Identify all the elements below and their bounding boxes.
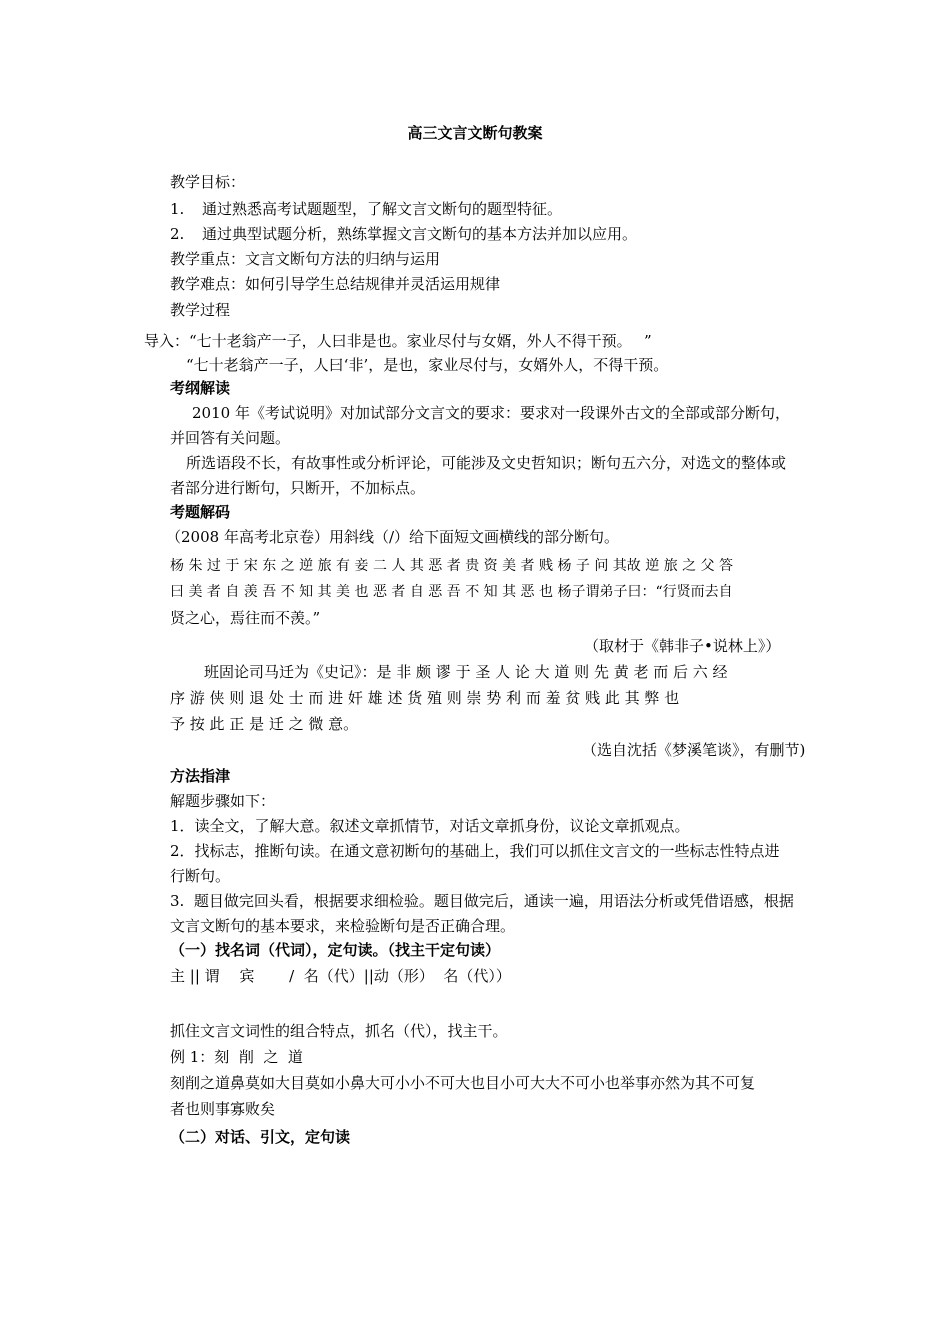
example-1-line-1: 杨 朱 过 于 宋 东 之 逆 旅 有 妾 二 人 其 恶 者 贵 资 美 者 贱 杨 子 问 其故 逆 旅 之 父 答 bbox=[170, 558, 734, 574]
teaching-process: 教学过程 bbox=[170, 301, 231, 319]
example-1-line-2: 曰 美 者 自 羡 吾 不 知 其 美 也 恶 者 自 恶 吾 不 知 其 恶 也 杨子谓弟子曰：“行贤而去自 bbox=[170, 584, 733, 600]
step-1: 1．读全文，了解大意。叙述文章抓情节，对话文章抓身份，议论文章抓观点。 bbox=[170, 817, 690, 835]
goal-2-number: 2. bbox=[170, 225, 185, 243]
section-heading-method: 方法指津 bbox=[170, 767, 231, 785]
syllabus-para-2-line-1: 所选语段不长，有故事性或分析评论，可能涉及文史哲知识；断句五六分，对选文的整体或 bbox=[186, 454, 787, 472]
method-1-heading: （一）找名词（代词），定句读。（找主干定句读） bbox=[170, 941, 501, 959]
steps-heading: 解题步骤如下： bbox=[170, 792, 276, 810]
goal-1-number: 1. bbox=[170, 200, 185, 218]
method-2-heading: （二）对话、引文，定句读 bbox=[170, 1128, 351, 1146]
example-1-source: （取材于《韩非子•说林上》） bbox=[584, 637, 781, 655]
example-2-line-3: 予 按 此 正 是 迁 之 微 意。 bbox=[170, 715, 359, 733]
step-3-line-1: 3. 题目做完回头看，根据要求细检验。题目做完后，通读一遍，用语法分析或凭借语感，根据 bbox=[170, 892, 794, 910]
example-2-source: （选自沈括《梦溪笔谈》，有删节) bbox=[582, 741, 806, 759]
goal-2-text: 通过典型试题分析，熟练掌握文言文断句的基本方法并加以应用。 bbox=[202, 225, 638, 243]
document-title: 高三文言文断句教案 bbox=[407, 124, 543, 142]
section-heading-exam: 考题解码 bbox=[170, 503, 231, 521]
example-2-line-2: 序 游 侠 则 退 处 士 而 进 奸 雄 述 货 殖 则 崇 势 利 而 羞 贫 贱 此 其 弊 也 bbox=[170, 689, 680, 707]
method-1-text: 抓住文言文词性的组合特点，抓名（代），找主干。 bbox=[170, 1022, 508, 1040]
example-1-line-3: 贤之心，焉往而不羡。” bbox=[170, 609, 321, 627]
method-1-example-label: 例 1：刻 削 之 道 bbox=[170, 1048, 303, 1066]
method-1-example-line-2: 者也则事寡败矣 bbox=[170, 1100, 276, 1118]
section-heading-syllabus: 考纲解读 bbox=[170, 379, 231, 397]
teaching-difficulty: 教学难点：如何引导学生总结规律并灵活运用规律 bbox=[170, 275, 501, 293]
step-2-line-1: 2．找标志，推断句读。在通文意初断句的基础上，我们可以抓住文言文的一些标志性特点进 bbox=[170, 842, 780, 860]
syllabus-para-1-line-2: 并回答有关问题。 bbox=[170, 429, 291, 447]
step-2-line-2: 行断句。 bbox=[170, 867, 231, 885]
intro-line-1: 导入：“七十老翁产一子，人曰非是也。家业尽付与女婿，外人不得干预。 ” bbox=[144, 332, 652, 350]
method-1-pattern: 主 || 谓 宾 / 名（代）||动（形） 名（代）） bbox=[170, 967, 511, 985]
goals-heading: 教学目标： bbox=[170, 173, 246, 191]
goal-1-text: 通过熟悉高考试题题型，了解文言文断句的题型特征。 bbox=[202, 200, 563, 218]
syllabus-para-2-line-2: 者部分进行断句，只断开，不加标点。 bbox=[170, 479, 426, 497]
syllabus-para-1-line-1: 2010 年《考试说明》对加试部分文言文的要求：要求对一段课外古文的全部或部分断句， bbox=[192, 404, 790, 422]
intro-line-2: “七十老翁产一子，人曰‘非’，是也，家业尽付与，女婿外人，不得干预。 bbox=[186, 356, 669, 374]
example-2-line-1: 班固论司马迁为《史记》：是 非 颇 谬 于 圣 人 论 大 道 则 先 黄 老 而 后 六 经 bbox=[204, 663, 728, 681]
teaching-focus: 教学重点：文言文断句方法的归纳与运用 bbox=[170, 250, 441, 268]
exam-intro: （2008 年高考北京卷）用斜线（/）给下面短文画横线的部分断句。 bbox=[166, 528, 619, 546]
step-3-line-2: 文言文断句的基本要求，来检验断句是否正确合理。 bbox=[170, 917, 516, 935]
method-1-example-line-1: 刻削之道鼻莫如大目莫如小鼻大可小小不可大也目小可大大不可小也举事亦然为其不可复 bbox=[170, 1074, 756, 1092]
